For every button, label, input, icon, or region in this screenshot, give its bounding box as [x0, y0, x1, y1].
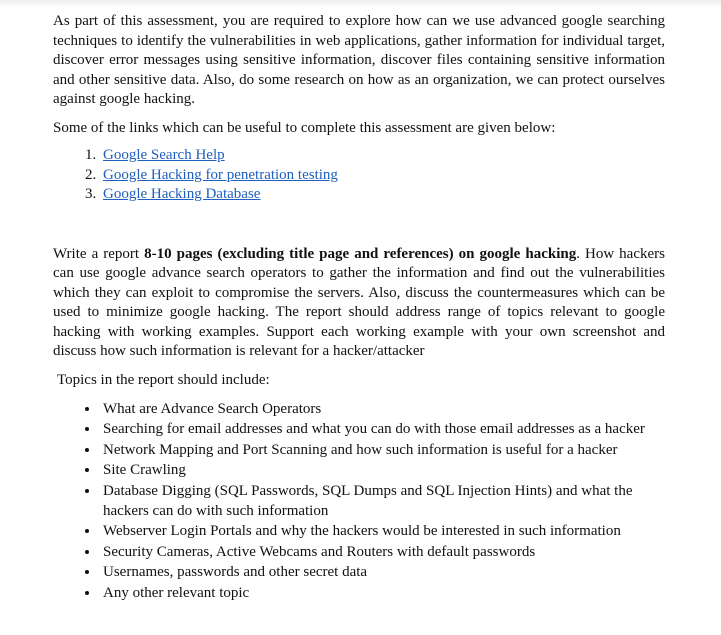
topic-item: • Searching for email addresses and what you can do with those email addresses as a hacker [100, 419, 665, 439]
link-item [100, 166, 665, 186]
report-paragraph [53, 245, 665, 362]
report-prefix: Write a report [53, 245, 145, 262]
topic-item: • Database Digging (SQL Passwords, SQL Dumps and SQL Injection Hints) and what the hackers can do with such information [100, 481, 665, 522]
google-hacking-pentest-link[interactable]: Google Hacking for penetration testing [103, 166, 338, 183]
topic-item: • Site Crawling [100, 460, 665, 480]
link-item [100, 185, 665, 205]
topic-item: • Webserver Login Portals and why the hackers would be interested in such information [100, 521, 665, 541]
google-search-help-link[interactable]: Google Search Help [103, 147, 225, 163]
topic-item: • Network Mapping and Port Scanning and how such information is useful for a hacker [100, 440, 665, 460]
links-list [53, 146, 665, 205]
topic-item: • What are Advance Search Operators [100, 399, 665, 419]
google-hacking-database-link[interactable]: Google Hacking Database [103, 186, 261, 202]
link-item [100, 146, 665, 166]
topic-item: • Any other relevant topic [100, 583, 665, 603]
document-page [53, 12, 665, 603]
topic-item: • Security Cameras, Active Webcams and Routers with default passwords [100, 542, 665, 562]
topics-intro: Topics in the report should include: [57, 371, 270, 388]
topic-item: • Usernames, passwords and other secret data [100, 562, 665, 582]
intro-paragraph: As part of this assessment, you are required to explore how can we use advanced google searching techniques to identify the vulnerabilities in web applications, gather information for individual target, discover error messages using sensitive information, discover files containing sensitive information and other sensitive data. Also, do some research on how as an organization, we can protect ourselves against google hacking. [53, 13, 665, 107]
topics-list [53, 399, 665, 603]
page-top-shadow [0, 0, 721, 8]
report-body: . How hackers can use google advance search operators to gather the information and find out the vulnerabilities which they can exploit to compromise the servers. Also, discuss the countermeasures which can be used to minimize google hacking. The report should address range of topics relevant to google hacking with working examples. Support each working example with your own screenshot and discuss how such information is relevant for a hacker/attacker [53, 245, 665, 359]
report-length-emphasis: 8-10 pages (excluding title page and references) on google hacking [144, 245, 577, 262]
links-intro: Some of the links which can be useful to complete this assessment are given below: [53, 119, 556, 136]
